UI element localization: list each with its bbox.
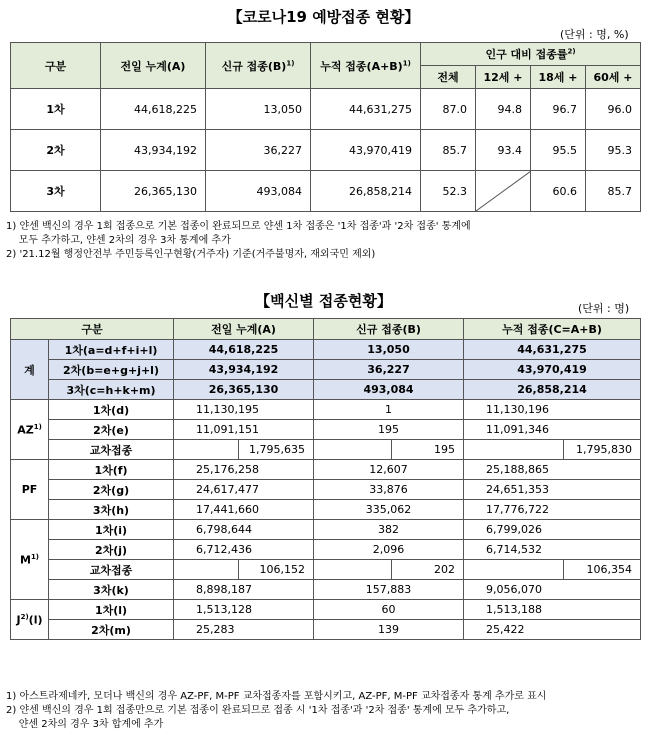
row-label: 1차(f) (49, 460, 174, 480)
row-label: 2차 (11, 130, 101, 171)
cell-new: 335,062 (314, 500, 464, 520)
header-prev-total: 전일 누계(A) (174, 319, 314, 340)
cell-age60: 96.0 (586, 89, 641, 130)
cell-cross-new: 195 (392, 440, 464, 460)
cell-cum: 43,970,419 (311, 130, 421, 171)
group-m-label: $M^{1)}$ (11, 520, 49, 600)
cell-cum: 44,631,275 (311, 89, 421, 130)
header-age12: 12세 + (476, 66, 531, 89)
row-label: 2차(b=e+g+j+l) (49, 360, 174, 380)
row-label: 2차(e) (49, 420, 174, 440)
cell-new: 33,876 (314, 480, 464, 500)
header-gubun: 구분 (11, 43, 101, 89)
cell-cum: 6,799,026 (464, 520, 641, 540)
cell-cum: 1,513,188 (464, 600, 641, 620)
group-az-label: AZ$^{1)}$ (11, 400, 49, 460)
cell-prev: 25,176,258 (174, 460, 314, 480)
cell-cross-cum: 1,795,830 (564, 440, 641, 460)
cell-prev: 6,712,436 (174, 540, 314, 560)
table-row (11, 340, 641, 360)
table-row (11, 480, 641, 500)
cell-all: 87.0 (421, 89, 476, 130)
cell-cum: 17,776,722 (464, 500, 641, 520)
note-1: 1) 아스트라제네카, 모더나 백신의 경우 AZ-PF, M-PF 교차접종자를 포함시키고, AZ-PF, M-PF 교차접종자 통계 추가로 표시 (6, 691, 547, 702)
row-label: 2차(g) (49, 480, 174, 500)
cell-prev: 17,441,660 (174, 500, 314, 520)
cell-age60: 95.3 (586, 130, 641, 171)
header-cumulative: 누적 접종(C=A+B) (464, 319, 641, 340)
cell-new: 60 (314, 600, 464, 620)
cell-cum: 6,714,532 (464, 540, 641, 560)
header-all: 전체 (421, 66, 476, 89)
table2-title: 【백신별 접종현황】 (255, 292, 392, 310)
cell-age18: 60.6 (531, 171, 586, 212)
row-label-cross: 교차접종 (49, 440, 174, 460)
cell-prev: 25,283 (174, 620, 314, 640)
row-label: 2차(j) (49, 540, 174, 560)
cell-new: 382 (314, 520, 464, 540)
table-row (11, 620, 641, 640)
cell-prev: 43,934,192 (174, 360, 314, 380)
row-label: 1차(i) (49, 520, 174, 540)
cell-new: 157,883 (314, 580, 464, 600)
cell-cum: 25,422 (464, 620, 641, 640)
cell-age12: 93.4 (476, 130, 531, 171)
cell-cross-new: 202 (392, 560, 464, 580)
cell-new: 195 (314, 420, 464, 440)
table2-notes (6, 690, 646, 732)
cell-age18: 95.5 (531, 130, 586, 171)
table1-title: 【코로나19 예방접종 현황】 (227, 8, 420, 26)
table-row (11, 500, 641, 520)
row-label: 3차(h) (49, 500, 174, 520)
cell-new: 1 (314, 400, 464, 420)
row-label: 2차(m) (49, 620, 174, 640)
note-1: 1) 얀센 백신의 경우 1회 접종으로 기본 접종이 완료되므로 얀센 1차 접종은 '1차 접종'과 '2차 접종' 통계에 (6, 221, 471, 232)
row-label-cross: 교차접종 (49, 560, 174, 580)
diagonal-line-icon (476, 171, 531, 211)
table-row (11, 171, 641, 212)
cell-cum: 25,188,865 (464, 460, 641, 480)
cell-cum: 44,631,275 (464, 340, 641, 360)
header-gubun: 구분 (11, 319, 174, 340)
table1-unit: (단위 : 명, %) (560, 28, 629, 41)
cell-prev: 8,898,187 (174, 580, 314, 600)
table2-unit: (단위 : 명) (578, 302, 630, 315)
cell-prev: 44,618,225 (101, 89, 206, 130)
cell-prev: 43,934,192 (101, 130, 206, 171)
table-row (11, 580, 641, 600)
cell-prev: 11,130,195 (174, 400, 314, 420)
cell-new: 13,050 (314, 340, 464, 360)
note-2-cont: 얀센 2차의 경우 3차 합계에 추가 (6, 719, 164, 730)
note-1-cont: 모두 추가하고, 얀센 2차의 경우 3차 통계에 추가 (6, 235, 231, 246)
cell-cross-prev: 1,795,635 (239, 440, 314, 460)
cell-new: 13,050 (206, 89, 311, 130)
cell-cum: 24,651,353 (464, 480, 641, 500)
table-row (11, 600, 641, 620)
cell-cum: 26,858,214 (311, 171, 421, 212)
row-label: 1차 (11, 89, 101, 130)
row-label: 1차(l) (49, 600, 174, 620)
cell-cross-cum: 106,354 (564, 560, 641, 580)
table1-notes (6, 220, 646, 262)
cell-new: 493,084 (314, 380, 464, 400)
table-row (11, 380, 641, 400)
cell-new: 12,607 (314, 460, 464, 480)
cell-age60: 85.7 (586, 171, 641, 212)
row-label: 3차 (11, 171, 101, 212)
table-row (11, 360, 641, 380)
row-label: 3차(k) (49, 580, 174, 600)
table-row (11, 560, 641, 580)
header-age60: 60세 + (586, 66, 641, 89)
row-label: 3차(c=h+k+m) (49, 380, 174, 400)
header-prev-total: 전일 누계(A) (101, 43, 206, 89)
cell-cum: 26,858,214 (464, 380, 641, 400)
cell-cum: 9,056,070 (464, 580, 641, 600)
cell-cum: 11,130,196 (464, 400, 641, 420)
cell-new: 36,227 (314, 360, 464, 380)
note-2: 2) '21.12월 행정안전부 주민등록인구현황(거주자) 기준(거주불명자, 재외국민 제외) (6, 249, 376, 260)
cell-prev: 26,365,130 (101, 171, 206, 212)
cell-all: 85.7 (421, 130, 476, 171)
vaccination-status-table (10, 42, 641, 212)
cell-cum: 11,091,346 (464, 420, 641, 440)
header-new: 신규 접종$(B)^{1)}$ (206, 43, 311, 89)
row-label: 1차(d) (49, 400, 174, 420)
cell-age18: 96.7 (531, 89, 586, 130)
note-2: 2) 얀센 백신의 경우 1회 접종만으로 기본 접종이 완료되므로 접종 시 '1차 접종'과 '2차 접종' 통계에 모두 추가하고, (6, 705, 510, 716)
table-row (11, 400, 641, 420)
group-total-label: 계 (11, 340, 49, 400)
cell-prev: 6,798,644 (174, 520, 314, 540)
cell-new: 2,096 (314, 540, 464, 560)
cell-all: 52.3 (421, 171, 476, 212)
cell-age12-na (476, 171, 531, 212)
cell-new: 493,084 (206, 171, 311, 212)
cell-prev: 24,617,477 (174, 480, 314, 500)
header-cumulative: 누적 접종$(A+B)^{1)}$ (311, 43, 421, 89)
table-row (11, 520, 641, 540)
cell-cum: 43,970,419 (464, 360, 641, 380)
header-pop-rate: 인구 대비 접종률$^{2)}$ (421, 43, 641, 66)
table-row (11, 440, 641, 460)
cell-prev: 11,091,151 (174, 420, 314, 440)
cell-prev: 1,513,128 (174, 600, 314, 620)
cell-prev: 26,365,130 (174, 380, 314, 400)
group-j-label: $J^{2)}(l)$ (11, 600, 49, 640)
group-pf-label: PF (11, 460, 49, 520)
row-label: 1차(a=d+f+i+l) (49, 340, 174, 360)
cell-new: 139 (314, 620, 464, 640)
table-row (11, 89, 641, 130)
cell-age12: 94.8 (476, 89, 531, 130)
header-new: 신규 접종(B) (314, 319, 464, 340)
cell-prev: 44,618,225 (174, 340, 314, 360)
cell-new: 36,227 (206, 130, 311, 171)
header-age18: 18세 + (531, 66, 586, 89)
table-row (11, 540, 641, 560)
table-row (11, 420, 641, 440)
cell-cross-prev: 106,152 (239, 560, 314, 580)
table-row (11, 130, 641, 171)
vaccine-type-table (10, 318, 641, 640)
table-row (11, 460, 641, 480)
